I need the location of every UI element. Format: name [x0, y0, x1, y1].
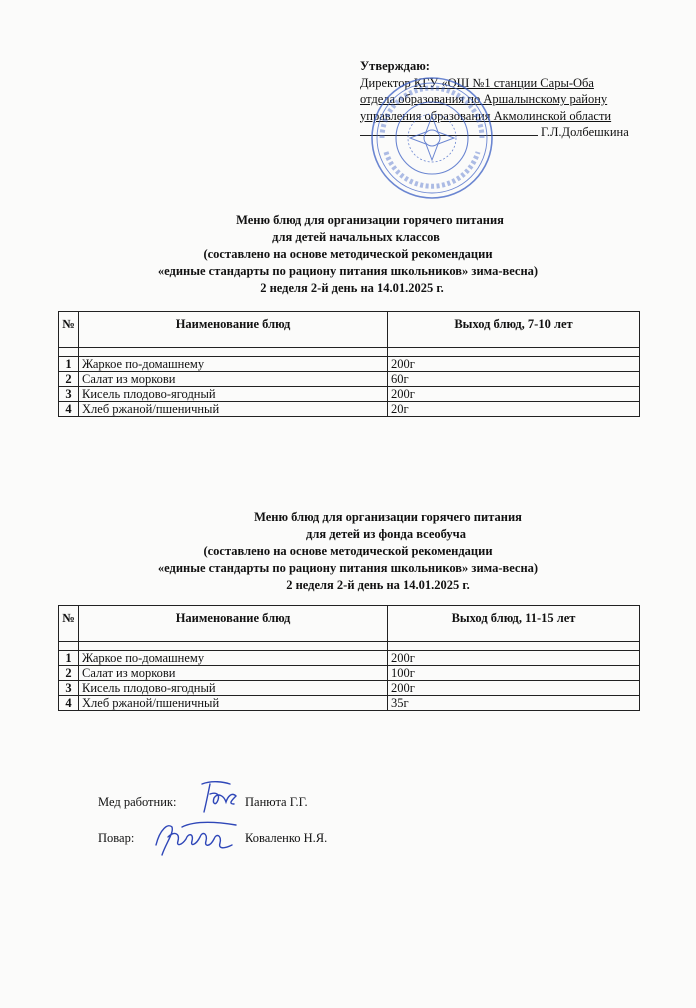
official-stamp-icon — [368, 74, 496, 202]
row-number: 4 — [59, 696, 79, 711]
row-number: 1 — [59, 357, 79, 372]
table-header-row — [59, 606, 640, 642]
table-row — [59, 357, 640, 372]
approval-line-2: отдела образования по Аршалынскому району — [360, 92, 608, 106]
table-row — [59, 372, 640, 387]
approval-title: Утверждаю: — [360, 59, 430, 73]
table-spacer-row — [59, 642, 640, 651]
menu2-title-date: 2 неделя 2-й день на 14.01.2025 г. — [286, 578, 470, 592]
signature-role: Повар: — [98, 831, 135, 845]
dish-amount: 200г — [388, 357, 640, 372]
column-header-portion: Выход блюд, 7-10 лет — [388, 312, 640, 348]
dish-name: Кисель плодово-ягодный — [79, 681, 388, 696]
column-header-dish: Наименование блюд — [79, 606, 388, 642]
approval-line-3: управления образования Акмолинской области — [360, 108, 612, 123]
signature-cook — [98, 831, 328, 846]
handwritten-signature-icon — [152, 815, 240, 861]
menu1-title-line: для детей начальных классов — [272, 230, 440, 244]
dish-name: Салат из моркови — [79, 666, 388, 681]
dish-name: Салат из моркови — [79, 372, 388, 387]
menu2-title-line: Меню блюд для организации горячего питания — [254, 510, 522, 524]
column-header-portion: Выход блюд, 11-15 лет — [388, 606, 640, 642]
dish-name: Хлеб ржаной/пшеничный — [79, 696, 388, 711]
signature-name: Панюта Г.Г. — [245, 795, 308, 809]
dish-name: Жаркое по-домашнему — [79, 651, 388, 666]
dish-name: Кисель плодово-ягодный — [79, 387, 388, 402]
table-spacer-row — [59, 348, 640, 357]
handwritten-signature-icon — [196, 778, 244, 818]
row-number: 2 — [59, 666, 79, 681]
dish-amount: 100г — [388, 666, 640, 681]
row-number: 2 — [59, 372, 79, 387]
table-row — [59, 651, 640, 666]
menu1-title-date: 2 неделя 2-й день на 14.01.2025 г. — [260, 281, 444, 295]
menu1-title-line: «единые стандарты по рациону питания школьников» зима-весна) — [157, 264, 539, 278]
dish-name: Жаркое по-домашнему — [79, 357, 388, 372]
dish-amount: 200г — [388, 387, 640, 402]
menu2-title-line: «единые стандарты по рациону питания школьников» зима-весна) — [157, 561, 539, 575]
signature-medic — [98, 795, 308, 810]
signature-role: Мед работник: — [98, 795, 177, 809]
table-row — [59, 387, 640, 402]
row-number: 1 — [59, 651, 79, 666]
menu1-title-line: Меню блюд для организации горячего питания — [236, 213, 504, 227]
menu2-title-line: для детей из фонда всеобуча — [306, 527, 466, 541]
table-row — [59, 681, 640, 696]
row-number: 3 — [59, 681, 79, 696]
column-header-dish: Наименование блюд — [79, 312, 388, 348]
approval-position: Директор — [360, 75, 414, 90]
menu1-heading — [0, 212, 696, 297]
dish-amount: 200г — [388, 651, 640, 666]
table-header-row — [59, 312, 640, 348]
menu1-title-line: (составлено на основе методической рекомендации — [203, 247, 493, 261]
dish-amount: 20г — [388, 402, 640, 417]
signature-name: Коваленко Н.Я. — [245, 831, 328, 845]
table-row — [59, 666, 640, 681]
table-row — [59, 402, 640, 417]
dish-name: Хлеб ржаной/пшеничный — [79, 402, 388, 417]
menu2-table — [58, 605, 640, 711]
column-header-number: № — [59, 606, 79, 642]
approval-org: КГУ «ОШ №1 станции Сары-Оба — [413, 75, 594, 90]
table-row — [59, 696, 640, 711]
dish-amount: 200г — [388, 681, 640, 696]
row-number: 4 — [59, 402, 79, 417]
menu2-heading — [0, 509, 696, 594]
menu1-table — [58, 311, 640, 417]
dish-amount: 35г — [388, 696, 640, 711]
menu2-title-line: (составлено на основе методической рекомендации — [203, 544, 493, 558]
column-header-number: № — [59, 312, 79, 348]
dish-amount: 60г — [388, 372, 640, 387]
row-number: 3 — [59, 387, 79, 402]
approval-signer: Г.Л.Долбешкина — [541, 125, 629, 139]
